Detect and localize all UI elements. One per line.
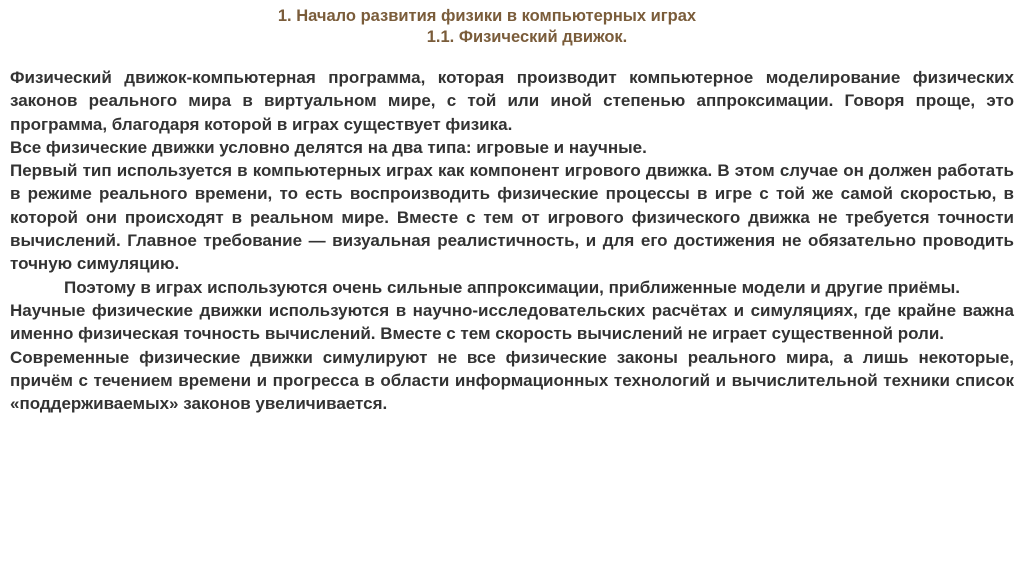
paragraph-types: Все физические движки условно делятся на два типа: игровые и научные.	[10, 137, 647, 157]
paragraph-approximations: Поэтому в играх используются очень сильные аппроксимации, приближенные модели и другие приёмы.	[64, 277, 960, 297]
paragraph-scientific-engines: Научные физические движки используются в научно-исследовательских расчётах и симуляциях, где крайне важна именно физическая точность вычислений. Вместе с тем скорость вычислений не играет существенной роли.	[10, 300, 1014, 344]
paragraph-definition: Физический движок-компьютерная программа, которая производит компьютерное моделирование физических законов реального мира в виртуальном мире, с той или иной степенью аппроксимации. Говоря проще, это программа, благодаря которой в играх существует физика.	[10, 68, 1014, 134]
paragraph-modern-engines: Современные физические движки симулируют не все физические законы реального мира, а лишь некоторые, причём с течением времени и прогресса в области информационных технологий и вычислительной техники список «поддерживаемых» законов увеличивается.	[10, 347, 1014, 414]
slide-title: 1. Начало развития физики в компьютерных играх	[277, 7, 697, 25]
slide-body	[10, 66, 1014, 415]
paragraph-game-engines: Первый тип используется в компьютерных играх как компонент игрового движка. В этом случае он должен работать в режиме реального времени, то есть воспроизводить физические процессы в игре с той же самой скоростью, в которой они происходят в реальном мире. Вместе с тем от игрового физического движка не требуется точности вычислений. Главное требование — визуальная реалистичность, и для его достижения не обязательно проводить точную симуляцию.	[10, 161, 1014, 274]
slide-heading	[0, 6, 1024, 48]
slide-subtitle: 1.1. Физический движок.	[426, 28, 628, 46]
